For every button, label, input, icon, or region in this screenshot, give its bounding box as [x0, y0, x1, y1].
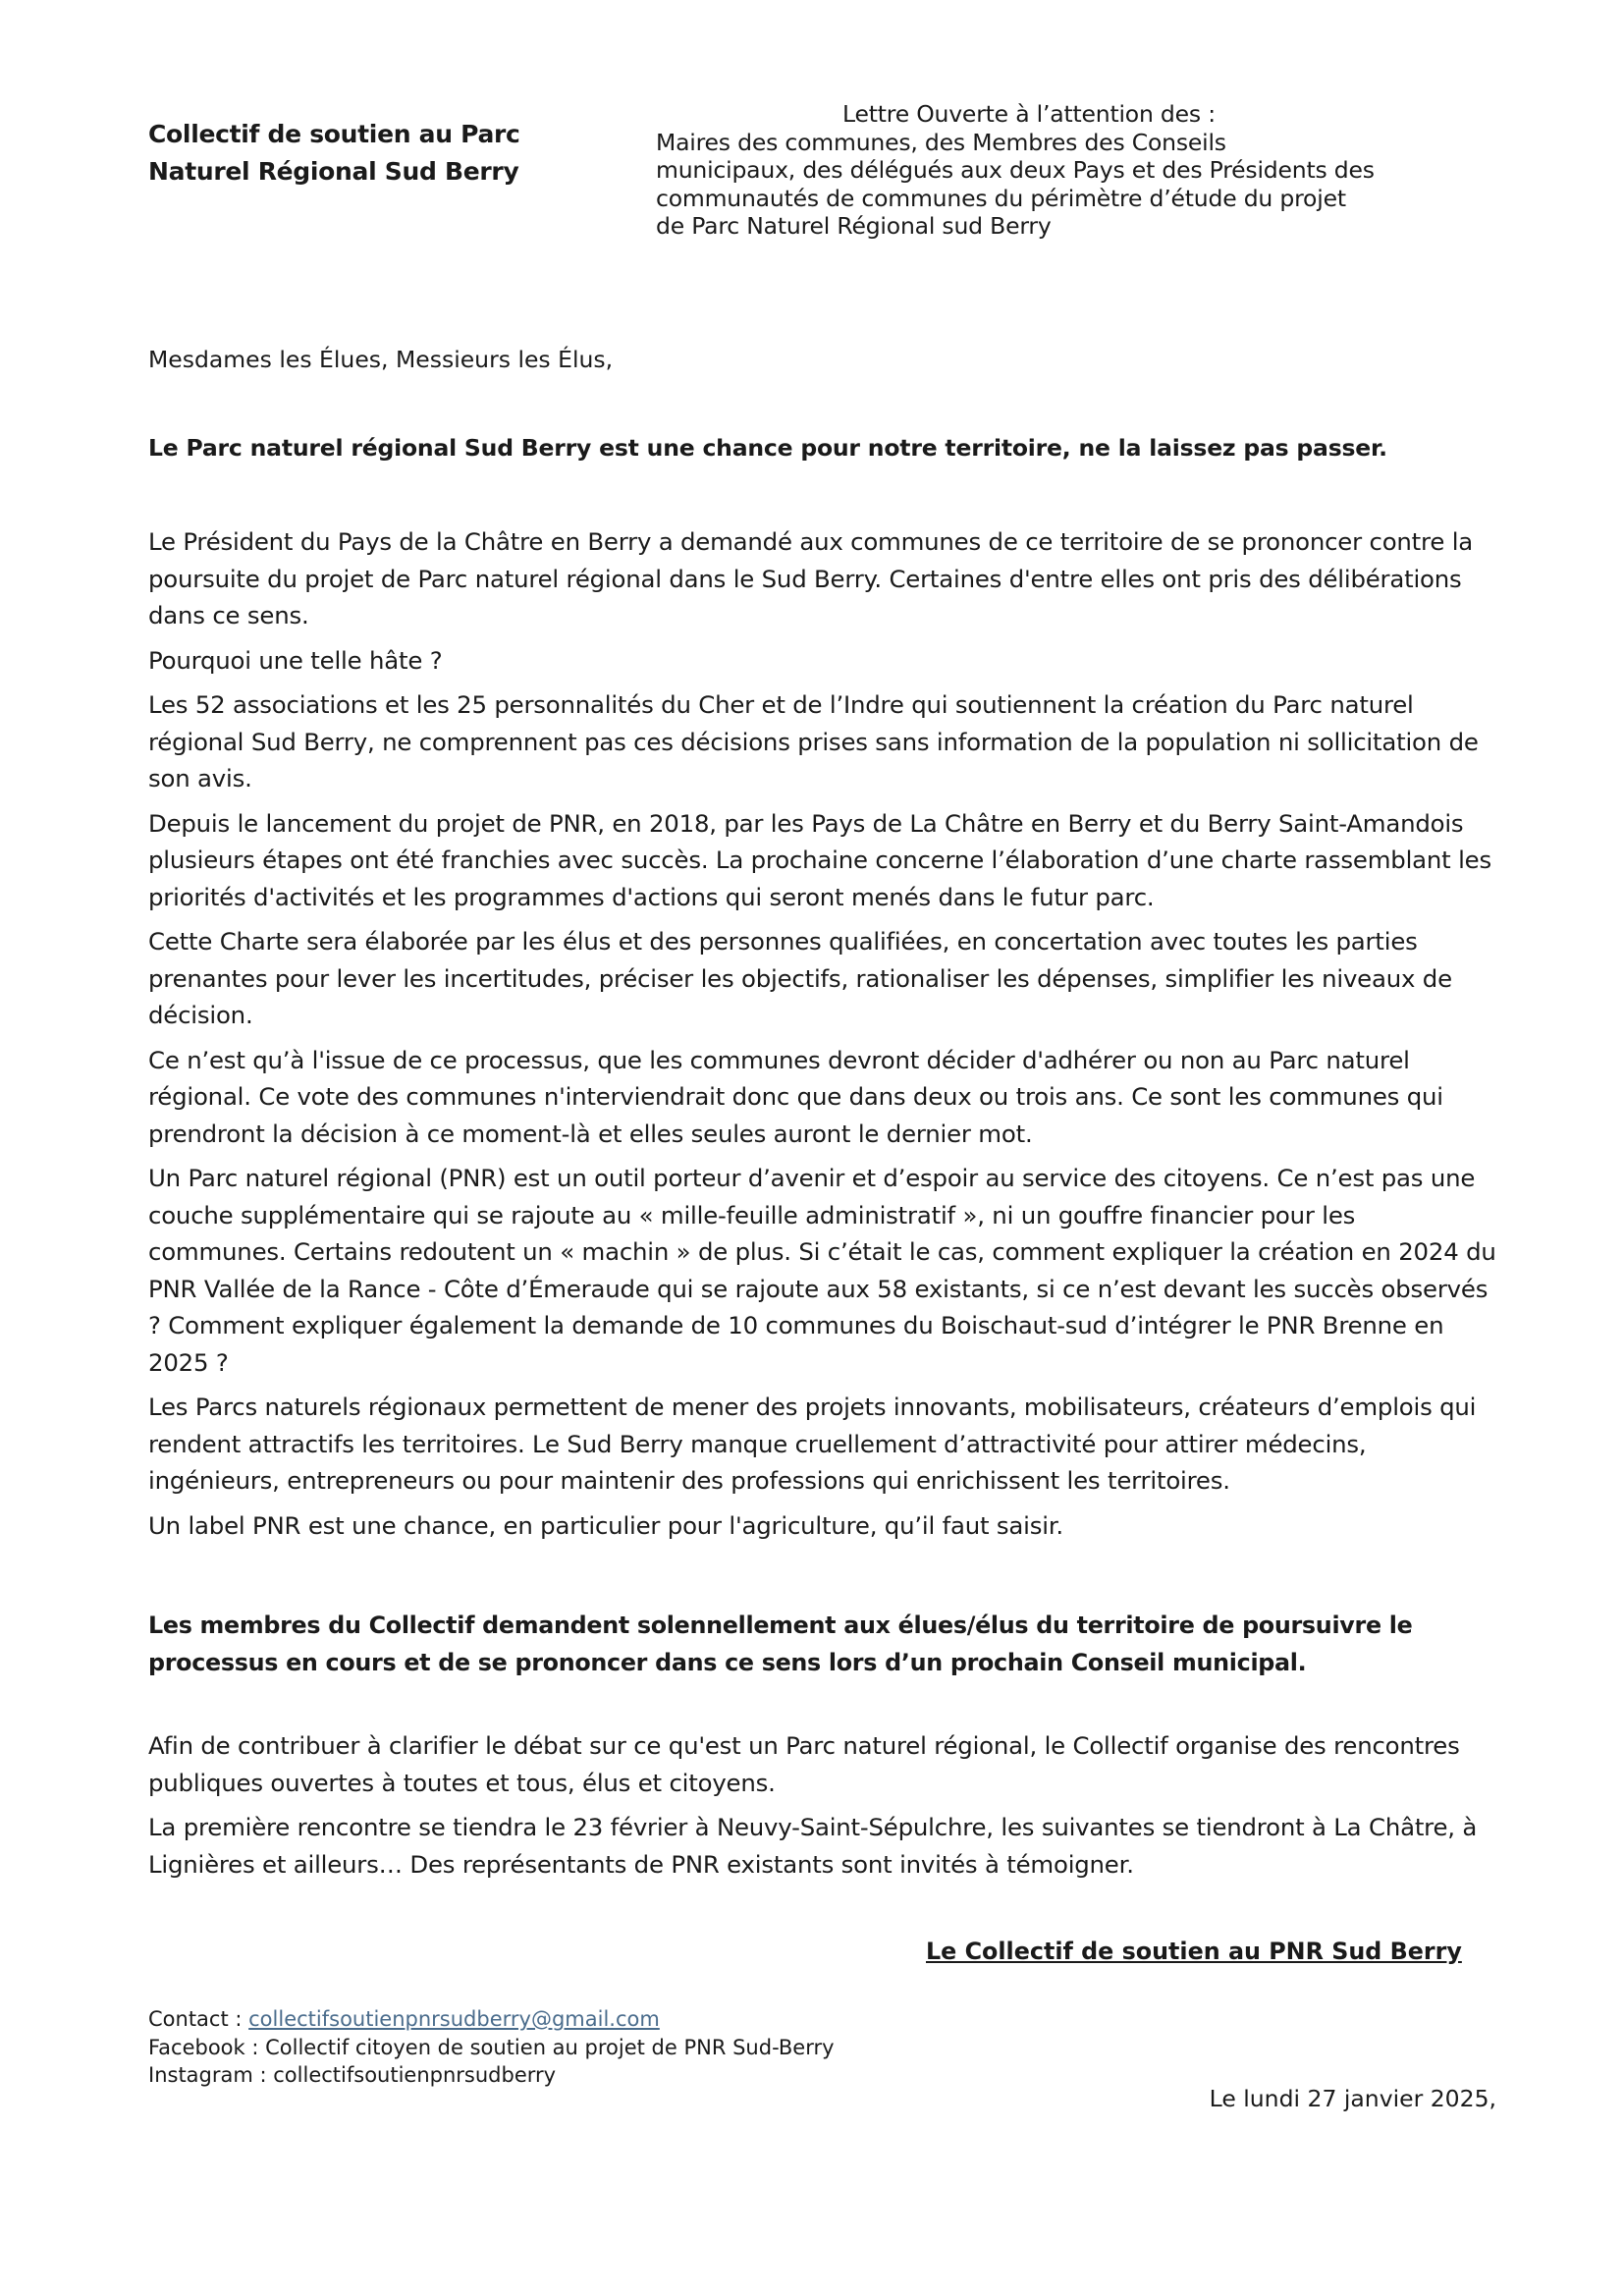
- sender-line-2: Naturel Régional Sud Berry: [148, 157, 519, 186]
- letter-date: Le lundi 27 janvier 2025,: [1209, 2085, 1496, 2112]
- paragraph: Un label PNR est une chance, en particulier pour l'agriculture, qu’il faut saisir.: [148, 1510, 1063, 1540]
- sender-line-1: Collectif de soutien au Parc: [148, 120, 520, 148]
- paragraph: Les Parcs naturels régionaux permettent de mener des projets innovants, mobilisateurs, créateurs d’emplois qui rendent attractifs les territoires. Le Sud Berry manque cruellement d’attractivité pour attirer médecins, ingénieurs, entrepreneurs ou pour maintenir des professions qui enrichissent les territoires.: [148, 1393, 1477, 1495]
- contact-label: Contact :: [148, 2007, 249, 2031]
- paragraph: Ce n’est qu’à l'issue de ce processus, que les communes devront décider d'adhérer ou non au Parc naturel régional. Ce vote des communes n'interviendrait donc que dans deux ou trois ans. Ce sont les communes qui prendront la décision à ce moment-là et elles seules auront le dernier mot.: [148, 1045, 1443, 1148]
- paragraph: Depuis le lancement du projet de PNR, en 2018, par les Pays de La Châtre en Berry et du Berry Saint-Amandois plusieurs étapes ont été franchies avec succès. La prochaine concerne l’élaboration d’une charte rassemblant les priorités d'activités et les programmes d'actions qui seront menés dans le futur parc.: [148, 808, 1491, 911]
- paragraph: Les 52 associations et les 25 personnalités du Cher et de l’Indre qui soutiennent la création du Parc naturel régional Sud Berry, ne comprennent pas ces décisions prises sans information de la population ni sollicitation de son avis.: [148, 690, 1479, 792]
- paragraph: Un Parc naturel régional (PNR) est un outil porteur d’avenir et d’espoir au service des citoyens. Ce n’est pas une couche supplémentaire qui se rajoute au « mille-feuille administratif », ni un gouffre financier pour les communes. Certains redoutent un « machin » de plus. Si c’était le cas, comment expliquer la création en 2024 du PNR Vallée de la Rance - Côte d’Émeraude qui se rajoute aux 58 existants, si ce n’est devant les succès observés ? Comment expliquer également la demande de 10 communes du Boischaut-sud d’intégrer le PNR Brenne en 2025 ?: [148, 1164, 1496, 1377]
- recipient-intro: Lettre Ouverte à l’attention des :: [842, 100, 1216, 128]
- instagram-row: Instagram : collectifsoutienpnrsudberry: [148, 2063, 557, 2087]
- contact-row: [148, 2005, 1032, 2034]
- appeal-statement: Les membres du Collectif demandent solennellement aux élues/élus du territoire de poursuivre le processus en cours et de se prononcer dans ce sens lors d’un prochain Conseil municipal.: [148, 1612, 1413, 1676]
- email-link[interactable]: collectifsoutienpnrsudberry@gmail.com: [248, 2007, 660, 2031]
- letter-body: [148, 523, 1498, 1552]
- sender-block: [148, 116, 620, 191]
- events-section: [148, 1727, 1498, 1890]
- events-paragraph: La première rencontre se tiendra le 23 février à Neuvy-Saint-Sépulchre, les suivantes se tiendront à La Châtre, à Lignières et ailleurs… Des représentants de PNR existants sont invités à témoigner.: [148, 1813, 1478, 1879]
- salutation: Mesdames les Élues, Messieurs les Élus,: [148, 346, 614, 373]
- events-paragraph: Afin de contribuer à clarifier le débat sur ce qu'est un Parc naturel régional, le Collectif organise des rencontres publiques ouvertes à toutes et tous, élus et citoyens.: [148, 1731, 1460, 1797]
- contact-block: [148, 2005, 1032, 2090]
- paragraph: Le Président du Pays de la Châtre en Berry a demandé aux communes de ce territoire de se prononcer contre la poursuite du projet de Parc naturel régional dans le Sud Berry. Certaines d'entre elles ont pris des délibérations dans ce sens.: [148, 527, 1474, 629]
- recipient-line: communautés de communes du périmètre d’étude du projet: [656, 184, 1346, 212]
- paragraph: Cette Charte sera élaborée par les élus et des personnes qualifiées, en concertation avec toutes les parties prenantes pour lever les incertitudes, préciser les objectifs, rationaliser les dépenses, simplifier les niveaux de décision.: [148, 927, 1452, 1029]
- paragraph: Pourquoi une telle hâte ?: [148, 645, 443, 675]
- headline: Le Parc naturel régional Sud Berry est une chance pour notre territoire, ne la laissez pas passer.: [148, 434, 1387, 462]
- recipient-line: municipaux, des délégués aux deux Pays et des Présidents des: [656, 156, 1375, 184]
- facebook-row: Facebook : Collectif citoyen de soutien au projet de PNR Sud-Berry: [148, 2035, 835, 2059]
- recipient-line: de Parc Naturel Régional sud Berry: [656, 212, 1052, 240]
- recipient-line: Maires des communes, des Membres des Conseils: [656, 128, 1226, 156]
- signature: Le Collectif de soutien au PNR Sud Berry: [926, 1938, 1462, 1965]
- recipient-block: [656, 100, 1500, 241]
